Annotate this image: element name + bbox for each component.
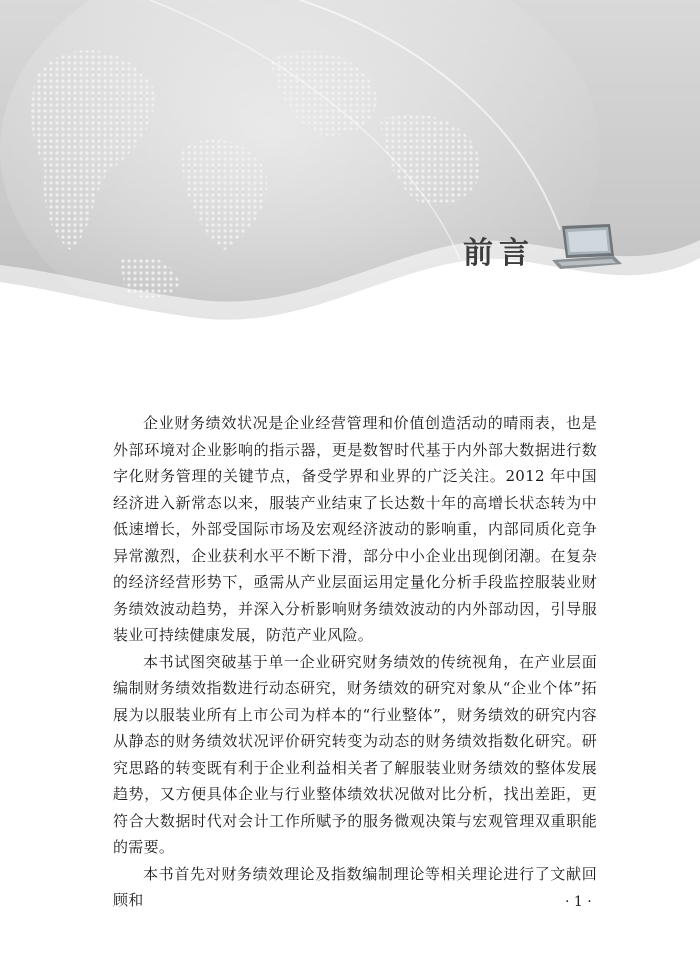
world-map-banner bbox=[0, 0, 700, 340]
page-title-en: PREFACE bbox=[443, 269, 537, 288]
paragraph-1: 企业财务绩效状况是企业经营管理和价值创造活动的晴雨表，也是外部环境对企业影响的指示器，更是数智时代基于内外部大数据进行数字化财务管理的关键节点，备受学界和业界的广泛关注。2012 年中国经济进入新常态以来，服装产业结束了长达数十年的高增长状态转为中低速增长，外部受国际市场及宏观经济波动的影响重，内部同质化竞争异常激烈，企业获利水平不断下滑，部分中小企业出现倒闭潮。在复杂的经济经营形势下，亟需从产业层面运用定量化分析手段监控服装业财务绩效波动趋势，并深入分析影响财务绩效波动的内外部动因，引导服装业可持续健康发展，防范产业风险。 bbox=[113, 414, 597, 644]
paragraph-2: 本书试图突破基于单一企业研究财务绩效的传统视角，在产业层面编制财务绩效指数进行动态研究，财务绩效的研究对象从“企业个体”拓展为以服装业所有上市公司为样本的“行业整体”，财务绩效的研究内容从静态的财务绩效状况评价研究转变为动态的财务绩效指数化研究。研究思路的转变既有利于企业利益相关者了解服装业财务绩效的整体发展趋势，又方便具体企业与行业整体绩效状况做对比分析，找出差距，更符合大数据时代对会计工作所赋予的服务微观决策与宏观管理双重职能的需要。 bbox=[113, 652, 597, 856]
page-title: 前言 bbox=[463, 236, 535, 271]
laptop-icon bbox=[548, 222, 624, 272]
page-number: · 1 · bbox=[565, 894, 592, 910]
preface-body bbox=[113, 410, 597, 914]
paragraph-3: 本书首先对财务绩效理论及指数编制理论等相关理论进行了文献回顾和 bbox=[113, 864, 597, 909]
